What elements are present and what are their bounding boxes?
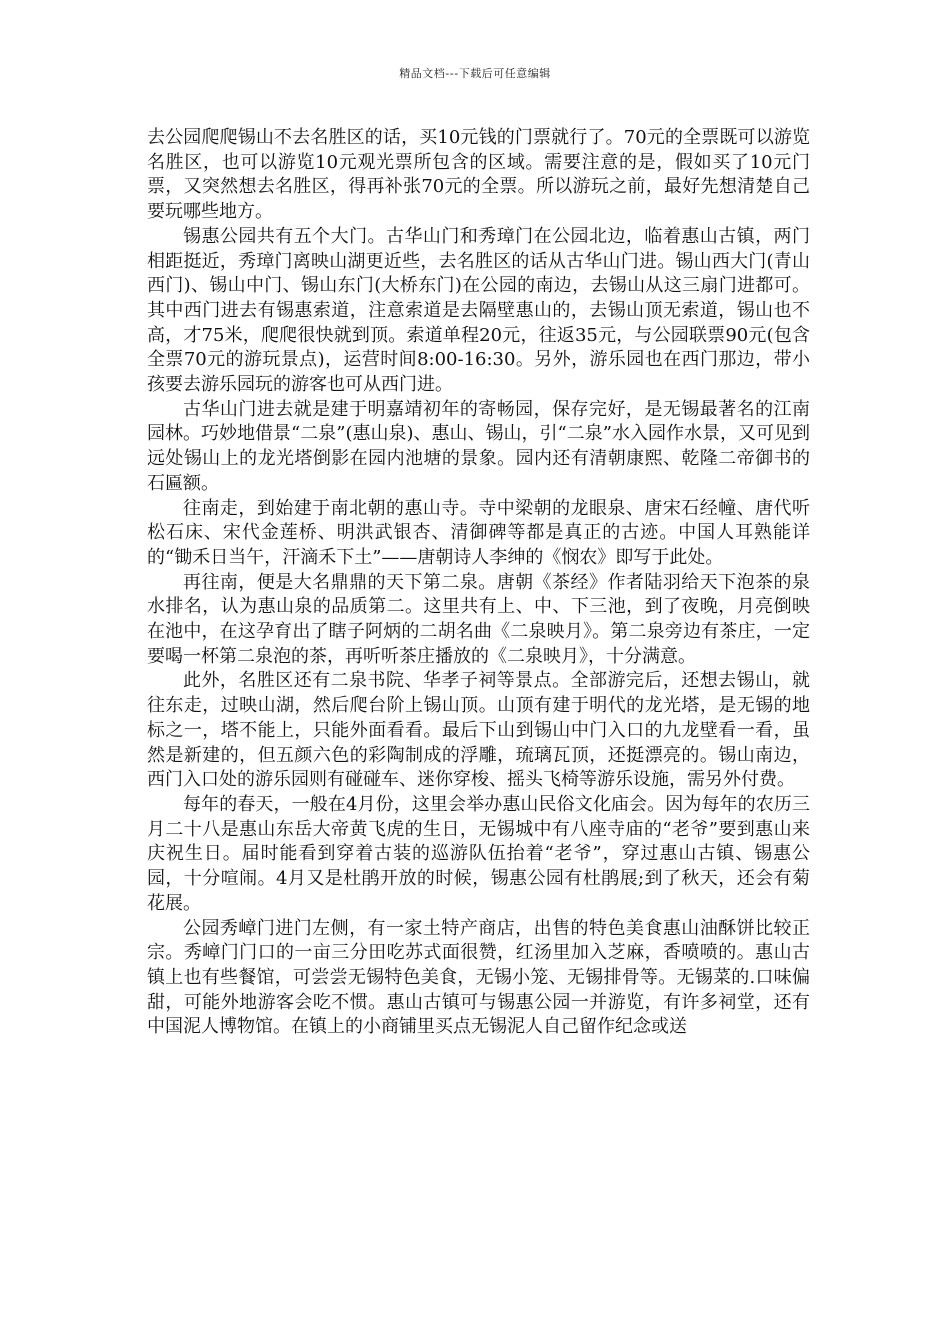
paragraph: 每年的春天，一般在4月份，这里会举办惠山民俗文化庙会。因为每年的农历三月二十八是惠山东岳大帝黄飞虎的生日，无锡城中有八座寺庙的“老爷”要到惠山来庆祝生日。届时能看到穿着古装的巡游队伍抬着“老爷”，穿过惠山古镇、锡惠公园，十分喧闹。4月又是杜鹃开放的时候，锡惠公园有杜鹃展;到了秋天，还会有菊花展。 [147, 793, 810, 914]
page-header: 精品文档---下载后可任意编辑 [399, 67, 551, 80]
paragraph: 古华山门进去就是建于明嘉靖初年的寄畅园，保存完好，是无锡最著名的江南园林。巧妙地借景“二泉”(惠山泉)、惠山、锡山，引“二泉”水入园作水景，又可见到远处锡山上的龙光塔倒影在园内池塘的景象。园内还有清朝康熙、乾隆二帝御书的石匾额。 [147, 398, 810, 494]
document-body [147, 126, 810, 1040]
paragraph: 锡惠公园共有五个大门。古华山门和秀璋门在公园北边，临着惠山古镇，两门相距挺近，秀璋门离映山湖更近些，去名胜区的话从古华山门进。锡山西大门(青山西门)、锡山中门、锡山东门(大桥东门)在公园的南边，去锡山从这三扇门进都可。其中西门进去有锡惠索道，注意索道是去隔壁惠山的，去锡山顶无索道，锡山也不高，才75米，爬爬很快就到顶。索道单程20元，往返35元，与公园联票90元(包含全票70元的游玩景点)，运营时间8:00-16:30。另外，游乐园也在西门那边，带小孩要去游乐园玩的游客也可从西门进。 [147, 225, 810, 396]
paragraph: 往南走，到始建于南北朝的惠山寺。寺中梁朝的龙眼泉、唐宋石经幢、唐代听松石床、宋代金莲桥、明洪武银杏、清御碑等都是真正的古迹。中国人耳熟能详的“锄禾日当午，汗滴禾下土”——唐朝诗人李绅的《悯农》即写于此处。 [147, 497, 810, 568]
paragraph: 公园秀嶂门进门左侧，有一家土特产商店，出售的特色美食惠山油酥饼比较正宗。秀嶂门门口的一亩三分田吃苏式面很赞，红汤里加入芝麻，香喷喷的。惠山古镇上也有些餐馆，可尝尝无锡特色美食，无锡小笼、无锡排骨等。无锡菜的.口味偏甜，可能外地游客会吃不惯。惠山古镇可与锡惠公园一并游览，有许多祠堂，还有中国泥人博物馆。在镇上的小商铺里买点无锡泥人自己留作纪念或送 [147, 917, 810, 1038]
paragraph: 再往南，便是大名鼎鼎的天下第二泉。唐朝《茶经》作者陆羽给天下泡茶的泉水排名，认为惠山泉的品质第二。这里共有上、中、下三池，到了夜晚，月亮倒映在池中，在这孕育出了瞎子阿炳的二胡名曲《二泉映月》。第二泉旁边有茶庄，一定要喝一杯第二泉泡的茶，再听听茶庄播放的《二泉映月》，十分满意。 [147, 571, 810, 667]
paragraph: 此外，名胜区还有二泉书院、华孝子祠等景点。全部游完后，还想去锡山，就往东走，过映山湖，然后爬台阶上锡山顶。山顶有建于明代的龙光塔，是无锡的地标之一，塔不能上，只能外面看看。最后下山到锡山中门入口的九龙壁看一看，虽然是新建的，但五颜六色的彩陶制成的浮雕，琉璃瓦顶，还挺漂亮的。锡山南边，西门入口处的游乐园则有碰碰车、迷你穿梭、摇头飞椅等游乐设施，需另外付费。 [147, 670, 810, 791]
paragraph: 去公园爬爬锡山不去名胜区的话，买10元钱的门票就行了。70元的全票既可以游览名胜区，也可以游览10元观光票所包含的区域。需要注意的是，假如买了10元门票，又突然想去名胜区，得再补张70元的全票。所以游玩之前，最好先想清楚自己要玩哪些地方。 [147, 127, 810, 223]
